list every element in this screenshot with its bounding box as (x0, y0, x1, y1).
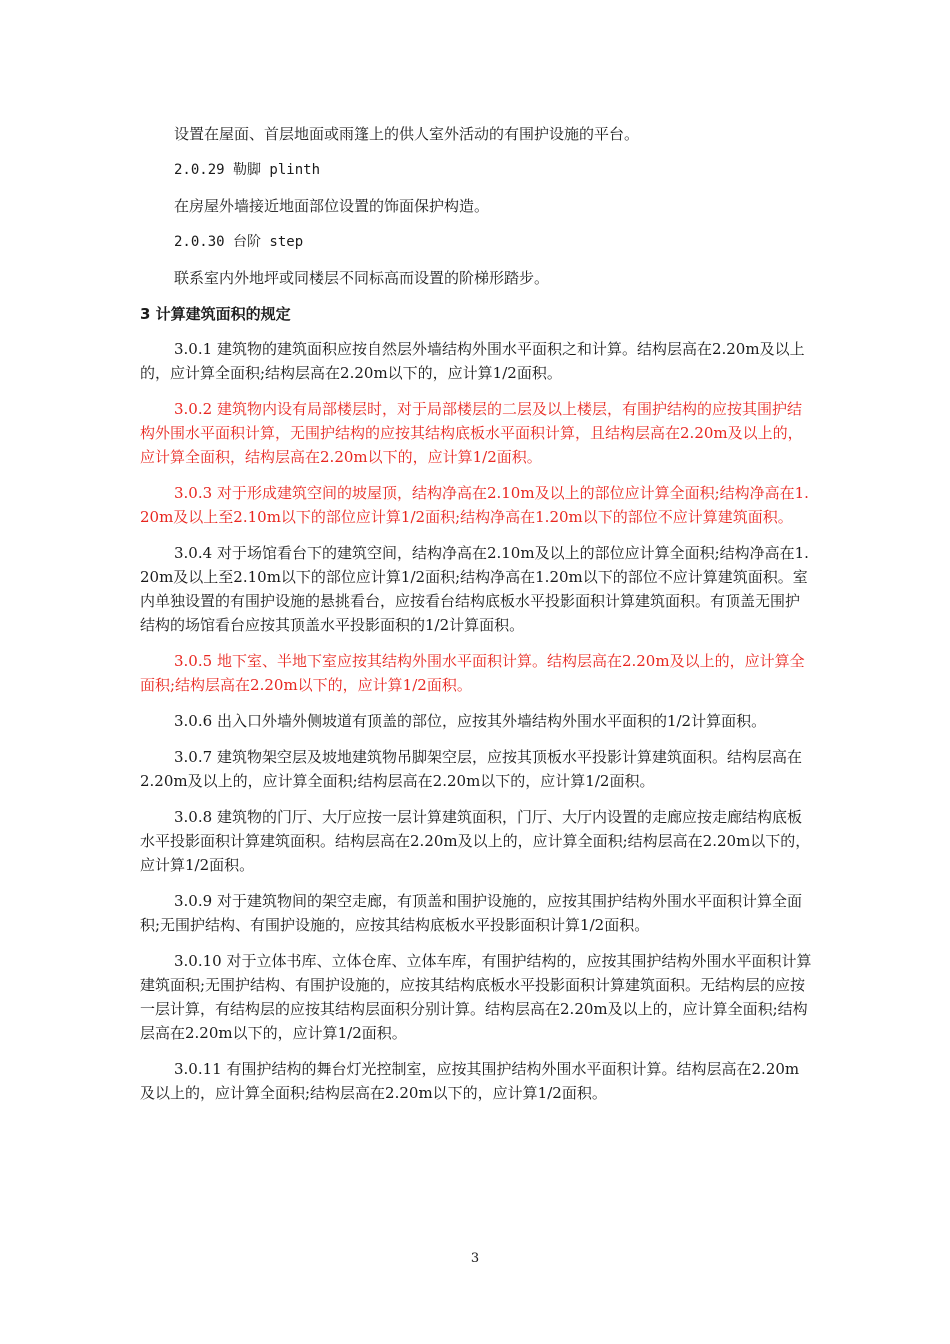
clause-3-0-10 (140, 949, 812, 1045)
page-content (140, 122, 812, 1117)
definition-paragraph: 设置在屋面、首层地面或雨篷上的供人室外活动的有围护设施的平台。 (174, 125, 640, 143)
clause-number: 3.0.2 (174, 400, 213, 418)
clause-number: 3.0.1 (174, 340, 213, 358)
term-2-0-30-body: 联系室内外地坪或同楼层不同标高而设置的阶梯形踏步。 (174, 269, 550, 287)
clause-text: 建筑物的建筑面积应按自然层外墙结构外围水平面积之和计算。结构层高在2.20m及以上的，应计算全面积;结构层高在2.20m以下的，应计算1/2面积。 (140, 340, 805, 382)
clause-number: 3.0.3 (174, 484, 213, 502)
clause-text: 对于立体书库、立体仓库、立体车库，有围护结构的，应按其围护结构外围水平面积计算建筑面积;无围护结构、有围护设施的，应按其结构底板水平投影面积计算建筑面积。无结构层的应按一层计算，有结构层的应按其结构层面积分别计算。结构层高在2.20m及以上的，应计算全面积;结构层高在2.20m以下的，应计算1/2面积。 (140, 952, 812, 1042)
clause-list (140, 337, 812, 1105)
clause-3-0-2 (140, 397, 812, 469)
clause-text: 建筑物内设有局部楼层时，对于局部楼层的二层及以上楼层，有围护结构的应按其围护结构外围水平面积计算，无围护结构的应按其结构底板水平面积计算，且结构层高在2.20m及以上的，应计算全面积，结构层高在2.20m以下的，应计算1/2面积。 (140, 400, 803, 466)
clause-text: 出入口外墙外侧坡道有顶盖的部位，应按其外墙结构外围水平面积的1/2计算面积。 (216, 712, 767, 730)
clause-number: 3.0.11 (174, 1060, 222, 1078)
clause-3-0-6 (140, 709, 812, 733)
clause-text: 对于建筑物间的架空走廊，有顶盖和围护设施的，应按其围护结构外围水平面积计算全面积;无围护结构、有围护设施的，应按其结构底板水平投影面积计算1/2面积。 (140, 892, 802, 934)
clause-text: 建筑物的门厅、大厅应按一层计算建筑面积，门厅、大厅内设置的走廊应按走廊结构底板水平投影面积计算建筑面积。结构层高在2.20m及以上的，应计算全面积;结构层高在2.20m以下的，应计算1/2面积。 (140, 808, 811, 874)
term-2-0-30-title: 2.0.30 台阶 step (174, 234, 304, 250)
clause-3-0-3 (140, 481, 812, 529)
clause-3-0-8 (140, 805, 812, 877)
clause-number: 3.0.7 (174, 748, 213, 766)
clause-text: 有围护结构的舞台灯光控制室，应按其围护结构外围水平面积计算。结构层高在2.20m及以上的，应计算全面积;结构层高在2.20m以下的，应计算1/2面积。 (140, 1060, 800, 1102)
term-2-0-29-body: 在房屋外墙接近地面部位设置的饰面保护构造。 (174, 197, 490, 215)
clause-3-0-7 (140, 745, 812, 793)
clause-number: 3.0.9 (174, 892, 213, 910)
clause-text: 对于形成建筑空间的坡屋顶，结构净高在2.10m及以上的部位应计算全面积;结构净高在1.20m及以上至2.10m以下的部位应计算1/2面积;结构净高在1.20m以下的部位不应计算建筑面积。 (140, 484, 809, 526)
clause-3-0-4 (140, 541, 812, 637)
clause-text: 建筑物架空层及坡地建筑物吊脚架空层，应按其顶板水平投影计算建筑面积。结构层高在2.20m及以上的，应计算全面积;结构层高在2.20m以下的，应计算1/2面积。 (140, 748, 802, 790)
clause-number: 3.0.8 (174, 808, 213, 826)
page-number: 3 (470, 1251, 480, 1266)
clause-3-0-5 (140, 649, 812, 697)
term-2-0-29-title: 2.0.29 勒脚 plinth (174, 162, 321, 178)
clause-number: 3.0.10 (174, 952, 222, 970)
clause-text: 对于场馆看台下的建筑空间，结构净高在2.10m及以上的部位应计算全面积;结构净高在1.20m及以上至2.10m以下的部位应计算1/2面积;结构净高在1.20m以下的部位不应计算建筑面积。室内单独设置的有围护设施的悬挑看台，应按看台结构底板水平投影面积计算建筑面积。有顶盖无围护结构的场馆看台应按其顶盖水平投影面积的1/2计算面积。 (140, 544, 809, 634)
clause-number: 3.0.6 (174, 712, 213, 730)
clause-3-0-11 (140, 1057, 812, 1105)
clause-text: 地下室、半地下室应按其结构外围水平面积计算。结构层高在2.20m及以上的，应计算全面积;结构层高在2.20m以下的，应计算1/2面积。 (140, 652, 805, 694)
clause-3-0-9 (140, 889, 812, 937)
clause-number: 3.0.4 (174, 544, 213, 562)
section-3-heading: 3 计算建筑面积的规定 (140, 305, 291, 323)
clause-3-0-1 (140, 337, 812, 385)
clause-number: 3.0.5 (174, 652, 213, 670)
